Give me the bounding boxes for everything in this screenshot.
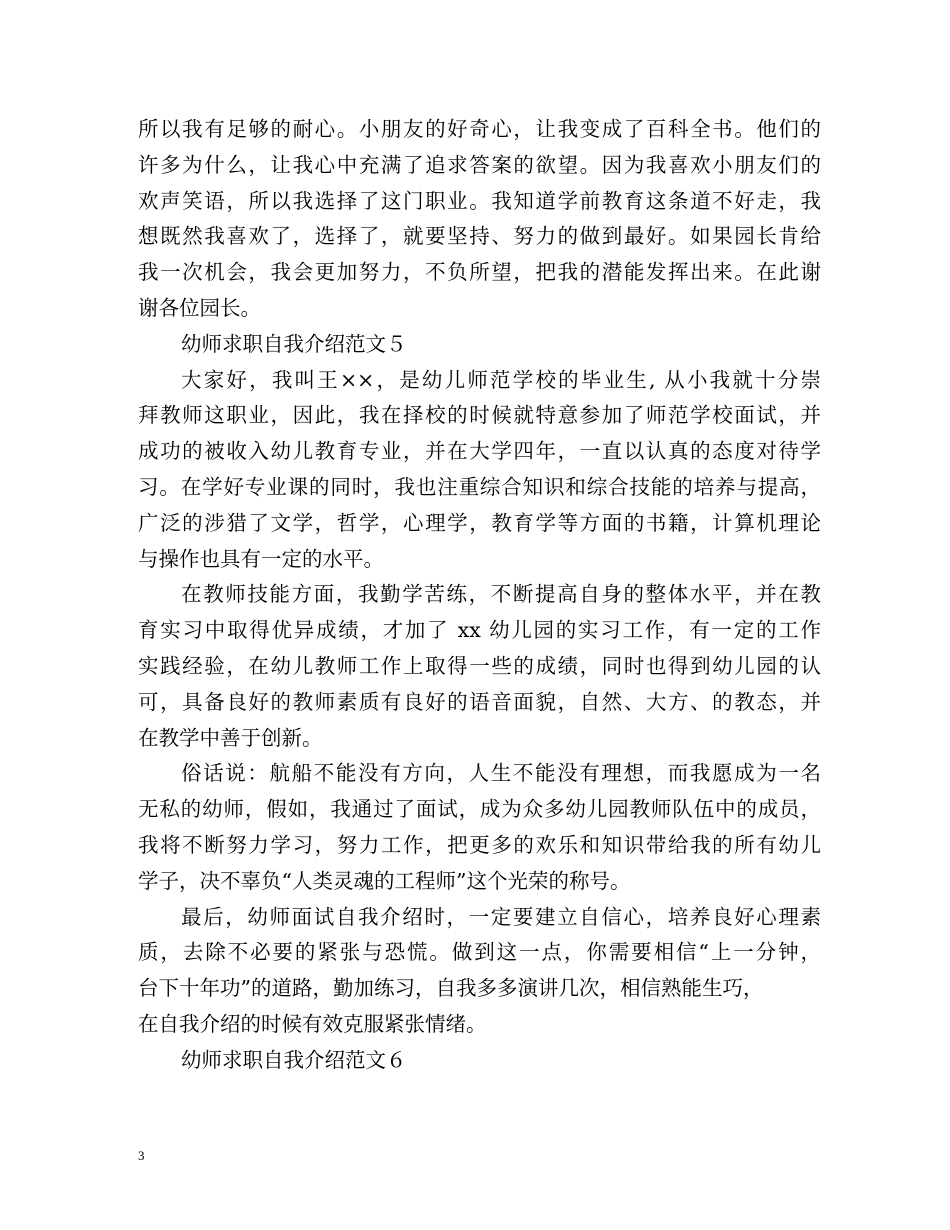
section-heading: 幼师求职自我介绍范文６ <box>181 1047 407 1072</box>
text-line: 我一次机会，我会更加努力，不负所望，把我的潜能发挥出来。在此谢 <box>138 260 821 285</box>
text-line: 质，去除不必要的紧张与恐慌。做到这一点，你需要相信“上一分钟， <box>138 940 821 965</box>
text-line: 育实习中取得优异成绩，才加了 xx 幼儿园的实习工作，有一定的工作 <box>138 618 821 643</box>
text-line: 大家好，我叫王××，是幼儿师范学校的毕业生, 从小我就十分崇 <box>181 367 821 392</box>
text-line: 我将不断努力学习，努力工作，把更多的欢乐和知识带给我的所有幼儿 <box>138 832 821 857</box>
text-line: 想既然我喜欢了，选择了，就要坚持、努力的做到最好。如果园长肯给 <box>138 224 821 249</box>
text-line: 在教学中善于创新。 <box>138 725 323 750</box>
text-line: 与操作也具有一定的水平。 <box>138 546 384 571</box>
text-line: 在教师技能方面，我勤学苦练，不断提高自身的整体水平，并在教 <box>181 582 821 607</box>
text-line: 广泛的涉猎了文学，哲学，心理学，教育学等方面的书籍，计算机理论 <box>138 510 821 535</box>
text-line: 实践经验，在幼儿教师工作上取得一些的成绩，同时也得到幼儿园的认 <box>138 653 821 678</box>
text-line: 在自我介绍的时候有效克服紧张情绪。 <box>138 1011 487 1036</box>
document-body <box>138 112 821 1079</box>
text-line: 许多为什么，让我心中充满了追求答案的欲望。因为我喜欢小朋友们的 <box>138 152 821 177</box>
text-line: 拜教师这职业，因此，我在择校的时候就特意参加了师范学校面试，并 <box>138 403 821 428</box>
text-line: 可，具备良好的教师素质有良好的语音面貌，自然、大方、的教态，并 <box>138 689 821 714</box>
text-line: 最后，幼师面试自我介绍时，一定要建立自信心，培养良好心理素 <box>181 904 821 929</box>
text-line: 俗话说：航船不能没有方向，人生不能没有理想，而我愿成为一名 <box>181 761 821 786</box>
page-number: 3 <box>138 1148 145 1163</box>
text-line: 习。在学好专业课的同时，我也注重综合知识和综合技能的培养与提高， <box>138 474 821 499</box>
text-line: 学子，决不辜负“人类灵魂的工程师”这个光荣的称号。 <box>138 868 631 893</box>
text-line: 欢声笑语，所以我选择了这门职业。我知道学前教育这条道不好走，我 <box>138 188 821 213</box>
text-line: 谢各位园长。 <box>138 295 261 320</box>
text-line: 所以我有足够的耐心。小朋友的好奇心，让我变成了百科全书。他们的 <box>138 117 821 141</box>
section-heading: 幼师求职自我介绍范文５ <box>181 331 407 356</box>
text-line: 成功的被收入幼儿教育专业，并在大学四年，一直以认真的态度对待学 <box>138 439 821 464</box>
text-line: 台下十年功”的道路，勤加练习，自我多多演讲几次，相信熟能生巧， <box>138 976 764 1001</box>
text-line: 无私的幼师，假如，我通过了面试，成为众多幼儿园教师队伍中的成员， <box>138 797 821 822</box>
